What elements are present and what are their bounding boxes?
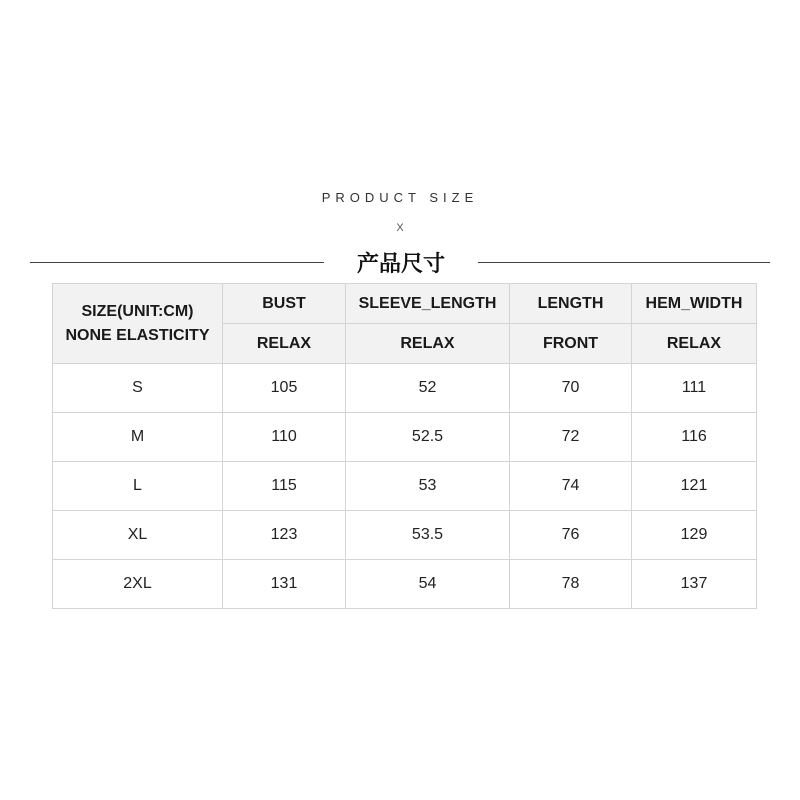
table-cell: 78 <box>510 560 632 609</box>
divider-right <box>478 262 770 263</box>
size-cell: L <box>53 462 223 511</box>
table-cell: 111 <box>632 364 757 413</box>
page-subtitle-cn: 产品尺寸 <box>356 252 445 277</box>
table-cell: 110 <box>223 413 346 462</box>
size-table <box>52 283 757 609</box>
table-row <box>53 364 757 413</box>
table-cell: 52 <box>346 364 510 413</box>
title-separator: X <box>396 222 404 234</box>
size-cell: M <box>53 413 223 462</box>
size-unit-label: SIZE(UNIT:CM) <box>81 302 194 320</box>
table-cell: 76 <box>510 511 632 560</box>
table-cell: 54 <box>346 560 510 609</box>
table-cell: 121 <box>632 462 757 511</box>
column-subheader: RELAX <box>632 324 757 364</box>
table-cell: 72 <box>510 413 632 462</box>
column-header: BUST <box>223 284 346 324</box>
size-cell: 2XL <box>53 560 223 609</box>
column-header: HEM_WIDTH <box>632 284 757 324</box>
divider-left <box>30 262 324 263</box>
column-subheader: FRONT <box>510 324 632 364</box>
table-cell: 53.5 <box>346 511 510 560</box>
column-subheader: RELAX <box>223 324 346 364</box>
table-cell: 70 <box>510 364 632 413</box>
column-subheader: RELAX <box>346 324 510 364</box>
table-row <box>53 511 757 560</box>
table-row <box>53 560 757 609</box>
table-cell: 53 <box>346 462 510 511</box>
column-header: LENGTH <box>510 284 632 324</box>
table-cell: 115 <box>223 462 346 511</box>
table-row <box>53 413 757 462</box>
size-unit-header <box>53 284 223 364</box>
table-header-row <box>53 284 757 324</box>
page-title: PRODUCT SIZE <box>321 190 479 205</box>
table-cell: 123 <box>223 511 346 560</box>
table-cell: 129 <box>632 511 757 560</box>
table-cell: 116 <box>632 413 757 462</box>
table-cell: 52.5 <box>346 413 510 462</box>
table-cell: 137 <box>632 560 757 609</box>
table-cell: 74 <box>510 462 632 511</box>
size-cell: XL <box>53 511 223 560</box>
table-cell: 105 <box>223 364 346 413</box>
table-row <box>53 462 757 511</box>
column-header: SLEEVE_LENGTH <box>346 284 510 324</box>
size-cell: S <box>53 364 223 413</box>
table-cell: 131 <box>223 560 346 609</box>
elasticity-label: NONE ELASTICITY <box>65 326 210 344</box>
